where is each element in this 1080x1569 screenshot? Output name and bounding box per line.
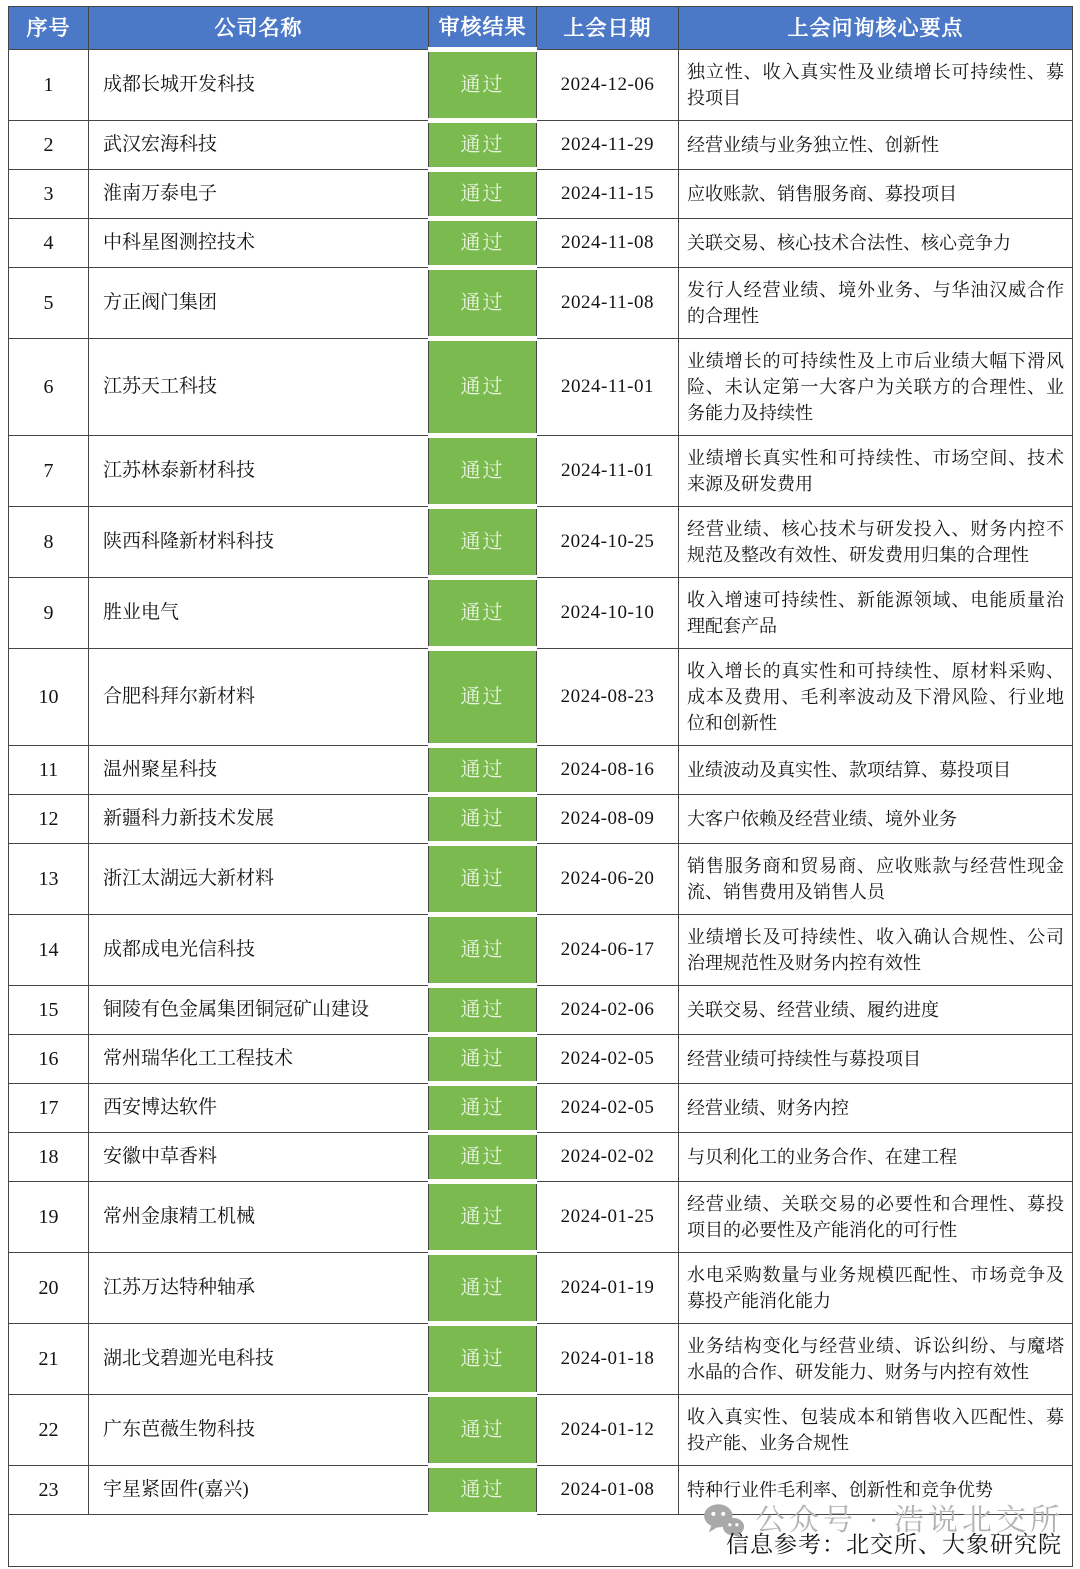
result-badge: 通过 xyxy=(429,1466,537,1515)
serial-cell: 16 xyxy=(9,1035,89,1084)
inquiry-points-cell: 业绩波动及真实性、款项结算、募投项目 xyxy=(679,746,1073,795)
result-badge: 通过 xyxy=(429,507,537,578)
inquiry-points-cell: 经营业绩、财务内控 xyxy=(679,1084,1073,1133)
serial-cell: 9 xyxy=(9,578,89,649)
company-name-cell: 成都长城开发科技 xyxy=(89,50,429,121)
inquiry-points-cell: 关联交易、经营业绩、履约进度 xyxy=(679,986,1073,1035)
table-header xyxy=(9,7,1073,50)
table-row xyxy=(9,1084,1073,1133)
meeting-date-cell: 2024-08-23 xyxy=(537,649,679,746)
meeting-date-cell: 2024-01-25 xyxy=(537,1182,679,1253)
meeting-date-cell: 2024-08-09 xyxy=(537,795,679,844)
serial-cell: 12 xyxy=(9,795,89,844)
result-badge: 通过 xyxy=(429,1084,537,1133)
inquiry-points-cell: 经营业绩可持续性与募投项目 xyxy=(679,1035,1073,1084)
col-header-points: 上会问询核心要点 xyxy=(679,7,1073,50)
inquiry-points-cell: 经营业绩、关联交易的必要性和合理性、募投项目的必要性及产能消化的可行性 xyxy=(679,1182,1073,1253)
serial-cell: 10 xyxy=(9,649,89,746)
inquiry-points-cell: 业绩增长的可持续性及上市后业绩大幅下滑风险、未认定第一大客户为关联方的合理性、业务能力及持续性 xyxy=(679,339,1073,436)
result-badge: 通过 xyxy=(429,50,537,121)
serial-cell: 19 xyxy=(9,1182,89,1253)
inquiry-points-cell: 收入增速可持续性、新能源领域、电能质量治理配套产品 xyxy=(679,578,1073,649)
table-footer xyxy=(9,1504,1073,1567)
serial-cell: 20 xyxy=(9,1253,89,1324)
result-badge: 通过 xyxy=(429,1035,537,1084)
company-name-cell: 江苏万达特种轴承 xyxy=(89,1253,429,1324)
serial-cell: 6 xyxy=(9,339,89,436)
meeting-date-cell: 2024-11-29 xyxy=(537,121,679,170)
result-badge: 通过 xyxy=(429,339,537,436)
result-badge: 通过 xyxy=(429,915,537,986)
table-row xyxy=(9,1035,1073,1084)
serial-cell: 21 xyxy=(9,1324,89,1395)
company-name-cell: 陕西科隆新材料科技 xyxy=(89,507,429,578)
meeting-date-cell: 2024-11-01 xyxy=(537,339,679,436)
table-row xyxy=(9,746,1073,795)
company-name-cell: 浙江太湖远大新材料 xyxy=(89,844,429,915)
serial-cell: 7 xyxy=(9,436,89,507)
serial-cell: 18 xyxy=(9,1133,89,1182)
table-row xyxy=(9,50,1073,121)
meeting-date-cell: 2024-02-06 xyxy=(537,986,679,1035)
result-badge: 通过 xyxy=(429,746,537,795)
result-badge: 通过 xyxy=(429,1182,537,1253)
result-badge: 通过 xyxy=(429,268,537,339)
table-row xyxy=(9,219,1073,268)
table-row xyxy=(9,436,1073,507)
meeting-date-cell: 2024-01-19 xyxy=(537,1253,679,1324)
meeting-date-cell: 2024-08-16 xyxy=(537,746,679,795)
inquiry-points-cell: 销售服务商和贸易商、应收账款与经营性现金流、销售费用及销售人员 xyxy=(679,844,1073,915)
serial-cell: 11 xyxy=(9,746,89,795)
meeting-date-cell: 2024-11-01 xyxy=(537,436,679,507)
inquiry-points-cell: 经营业绩、核心技术与研发投入、财务内控不规范及整改有效性、研发费用归集的合理性 xyxy=(679,507,1073,578)
result-badge: 通过 xyxy=(429,578,537,649)
meeting-date-cell: 2024-10-25 xyxy=(537,507,679,578)
inquiry-points-cell: 大客户依赖及经营业绩、境外业务 xyxy=(679,795,1073,844)
company-name-cell: 胜业电气 xyxy=(89,578,429,649)
company-name-cell: 方正阀门集团 xyxy=(89,268,429,339)
company-name-cell: 温州聚星科技 xyxy=(89,746,429,795)
result-badge: 通过 xyxy=(429,1133,537,1182)
meeting-date-cell: 2024-06-17 xyxy=(537,915,679,986)
table-row xyxy=(9,1324,1073,1395)
inquiry-points-cell: 与贝利化工的业务合作、在建工程 xyxy=(679,1133,1073,1182)
table-row xyxy=(9,795,1073,844)
meeting-date-cell: 2024-01-18 xyxy=(537,1324,679,1395)
review-table xyxy=(8,6,1073,1567)
company-name-cell: 常州金康精工机械 xyxy=(89,1182,429,1253)
meeting-date-cell: 2024-11-08 xyxy=(537,219,679,268)
inquiry-points-cell: 收入增长的真实性和可持续性、原材料采购、成本及费用、毛利率波动及下滑风险、行业地位和创新性 xyxy=(679,649,1073,746)
meeting-date-cell: 2024-02-05 xyxy=(537,1035,679,1084)
inquiry-points-cell: 应收账款、销售服务商、募投项目 xyxy=(679,170,1073,219)
result-badge: 通过 xyxy=(429,170,537,219)
company-name-cell: 宇星紧固件(嘉兴) xyxy=(89,1466,429,1515)
table-row xyxy=(9,915,1073,986)
meeting-date-cell: 2024-01-12 xyxy=(537,1395,679,1466)
table-row xyxy=(9,578,1073,649)
table-row xyxy=(9,986,1073,1035)
source-reference: 信息参考：北交所、大象研究院 xyxy=(726,1532,1062,1557)
serial-cell: 14 xyxy=(9,915,89,986)
meeting-date-cell: 2024-11-15 xyxy=(537,170,679,219)
company-name-cell: 武汉宏海科技 xyxy=(89,121,429,170)
company-name-cell: 江苏林泰新材科技 xyxy=(89,436,429,507)
col-header-company: 公司名称 xyxy=(89,7,429,50)
meeting-date-cell: 2024-02-02 xyxy=(537,1133,679,1182)
inquiry-points-cell: 收入真实性、包装成本和销售收入匹配性、募投产能、业务合规性 xyxy=(679,1395,1073,1466)
watermark-text: 公众号 · 浩说北交所 xyxy=(755,1504,1064,1537)
inquiry-points-cell: 发行人经营业绩、境外业务、与华油汉威合作的合理性 xyxy=(679,268,1073,339)
table-row xyxy=(9,649,1073,746)
result-badge: 通过 xyxy=(429,1395,537,1466)
serial-cell: 15 xyxy=(9,986,89,1035)
result-badge: 通过 xyxy=(429,121,537,170)
table-row xyxy=(9,1182,1073,1253)
serial-cell: 2 xyxy=(9,121,89,170)
table-row xyxy=(9,507,1073,578)
inquiry-points-cell: 经营业绩与业务独立性、创新性 xyxy=(679,121,1073,170)
company-name-cell: 安徽中草香料 xyxy=(89,1133,429,1182)
serial-cell: 4 xyxy=(9,219,89,268)
meeting-date-cell: 2024-06-20 xyxy=(537,844,679,915)
footer-row xyxy=(9,1515,1073,1567)
company-name-cell: 成都成电光信科技 xyxy=(89,915,429,986)
meeting-date-cell: 2024-12-06 xyxy=(537,50,679,121)
company-name-cell: 中科星图测控技术 xyxy=(89,219,429,268)
serial-cell: 8 xyxy=(9,507,89,578)
result-badge: 通过 xyxy=(429,844,537,915)
serial-cell: 1 xyxy=(9,50,89,121)
serial-cell: 22 xyxy=(9,1395,89,1466)
header-row xyxy=(9,7,1073,50)
company-name-cell: 江苏天工科技 xyxy=(89,339,429,436)
company-name-cell: 西安博达软件 xyxy=(89,1084,429,1133)
company-name-cell: 常州瑞华化工工程技术 xyxy=(89,1035,429,1084)
table-row xyxy=(9,844,1073,915)
col-header-serial: 序号 xyxy=(9,7,89,50)
table-row xyxy=(9,339,1073,436)
result-badge: 通过 xyxy=(429,1324,537,1395)
serial-cell: 3 xyxy=(9,170,89,219)
inquiry-points-cell: 水电采购数量与业务规模匹配性、市场竞争及募投产能消化能力 xyxy=(679,1253,1073,1324)
serial-cell: 5 xyxy=(9,268,89,339)
company-name-cell: 铜陵有色金属集团铜冠矿山建设 xyxy=(89,986,429,1035)
table-row xyxy=(9,268,1073,339)
inquiry-points-cell: 特种行业件毛利率、创新性和竞争优势 xyxy=(679,1466,1073,1515)
inquiry-points-cell: 业绩增长真实性和可持续性、市场空间、技术来源及研发费用 xyxy=(679,436,1073,507)
result-badge: 通过 xyxy=(429,436,537,507)
serial-cell: 23 xyxy=(9,1466,89,1515)
inquiry-points-cell: 独立性、收入真实性及业绩增长可持续性、募投项目 xyxy=(679,50,1073,121)
inquiry-points-cell: 业务结构变化与经营业绩、诉讼纠纷、与魔塔水晶的合作、研发能力、财务与内控有效性 xyxy=(679,1324,1073,1395)
table-row xyxy=(9,1253,1073,1324)
inquiry-points-cell: 关联交易、核心技术合法性、核心竞争力 xyxy=(679,219,1073,268)
company-name-cell: 淮南万泰电子 xyxy=(89,170,429,219)
footer-cell xyxy=(9,1504,1073,1567)
company-name-cell: 合肥科拜尔新材料 xyxy=(89,649,429,746)
meeting-date-cell: 2024-11-08 xyxy=(537,268,679,339)
company-name-cell: 湖北戈碧迦光电科技 xyxy=(89,1324,429,1395)
meeting-date-cell: 2024-01-08 xyxy=(537,1466,679,1515)
company-name-cell: 广东芭薇生物科技 xyxy=(89,1395,429,1466)
table-body xyxy=(9,50,1073,1515)
result-badge: 通过 xyxy=(429,986,537,1035)
table-row xyxy=(9,1133,1073,1182)
col-header-result: 审核结果 xyxy=(429,7,537,50)
result-badge: 通过 xyxy=(429,649,537,746)
table-row xyxy=(9,1395,1073,1466)
inquiry-points-cell: 业绩增长及可持续性、收入确认合规性、公司治理规范性及财务内控有效性 xyxy=(679,915,1073,986)
col-header-date: 上会日期 xyxy=(537,7,679,50)
serial-cell: 17 xyxy=(9,1084,89,1133)
table-row xyxy=(9,121,1073,170)
result-badge: 通过 xyxy=(429,1253,537,1324)
result-badge: 通过 xyxy=(429,795,537,844)
result-badge: 通过 xyxy=(429,219,537,268)
company-name-cell: 新疆科力新技术发展 xyxy=(89,795,429,844)
serial-cell: 13 xyxy=(9,844,89,915)
table-row xyxy=(9,170,1073,219)
meeting-date-cell: 2024-10-10 xyxy=(537,578,679,649)
meeting-date-cell: 2024-02-05 xyxy=(537,1084,679,1133)
